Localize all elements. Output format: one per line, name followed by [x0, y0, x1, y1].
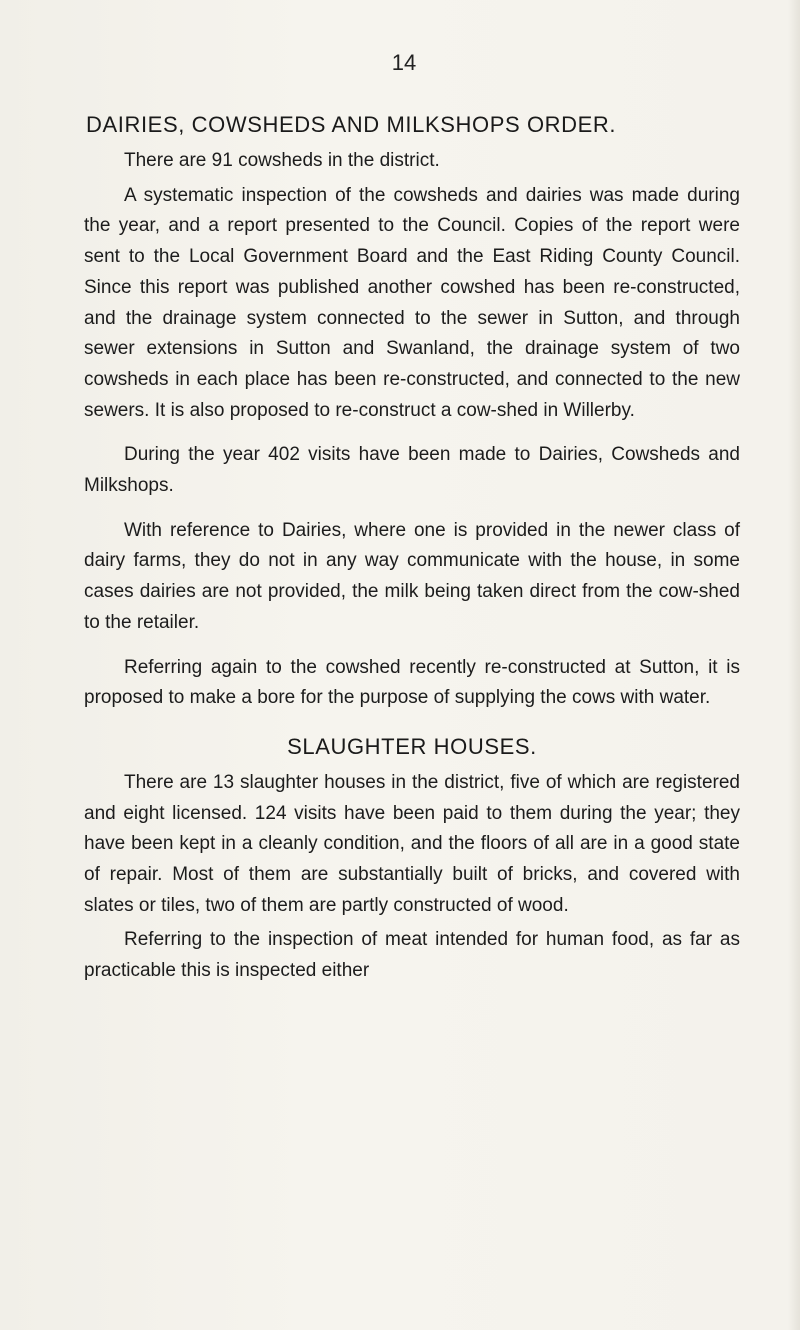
paragraph-cowshed-count: There are 91 cowsheds in the district. — [124, 150, 440, 171]
page-number: 14 — [391, 50, 417, 75]
paragraph-dairies-reference: With reference to Dairies, where one is provided in the newer class of dairy farms, they do not in any way communicate with the house, in some cases dairies are not provided, the milk being taken direct from the cow-shed to the retailer. — [84, 519, 740, 633]
paragraph-inspection: A systematic inspection of the cowsheds and dairies was made during the year, and a report presented to the Council. Copies of the report were sent to the Local Government Board and the East Riding County Council. Since this report was published another cowshed has been re-constructed, and the drainage system connected to the sewer in Sutton, and through sewer extensions in Sutton and Swanland, the drainage system of two cowsheds in each place has been re-constructed, and connected to the new sewers. It is also proposed to re-construct a cow-shed in Willerby. — [84, 184, 740, 421]
section-heading-slaughter-houses: SLAUGHTER HOUSES. — [287, 733, 537, 759]
document-body — [84, 108, 740, 987]
paragraph-visits: During the year 402 visits have been made to Dairies, Cowsheds and Milkshops. — [84, 444, 740, 497]
paragraph-meat-inspection: Referring to the inspection of meat intended for human food, as far as practicable this is inspected either — [84, 929, 740, 982]
paragraph-slaughter-houses: There are 13 slaughter houses in the district, five of which are registered and eight licensed. 124 visits have been paid to them during the year; they have been kept in a cleanly condition, and the floors of all are in a good state of repair. Most of them are substantially built of bricks, and covered with slates or tiles, two of them are partly constructed of wood. — [84, 771, 740, 916]
page-edge-shadow — [788, 0, 800, 1330]
section-heading-dairies: DAIRIES, COWSHEDS AND MILKSHOPS ORDER. — [86, 112, 617, 137]
paragraph-sutton-bore: Referring again to the cowshed recently re-constructed at Sutton, it is proposed to make a bore for the purpose of supplying the cows with water. — [84, 656, 740, 709]
